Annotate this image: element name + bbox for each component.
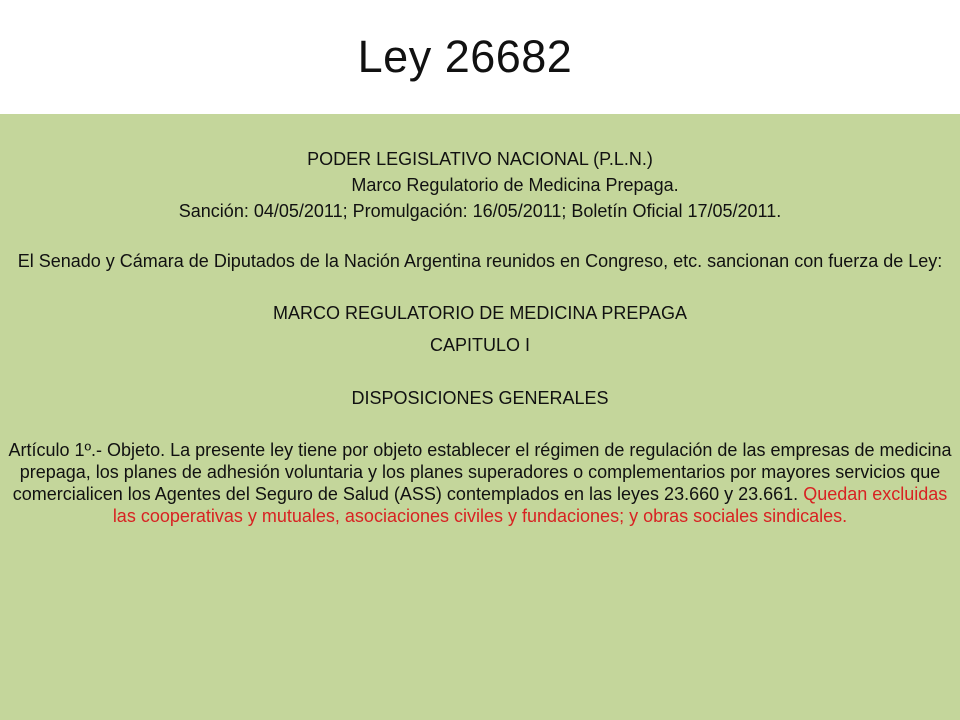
legislative-power-line: PODER LEGISLATIVO NACIONAL (P.L.N.) [307, 149, 653, 169]
slide-title: Ley 26682 [357, 31, 573, 82]
article-1-paragraph [6, 439, 954, 527]
general-provisions-heading: DISPOSICIONES GENERALES [351, 388, 609, 408]
sanction-dates-line: Sanción: 04/05/2011; Promulgación: 16/05/2011; Boletín Oficial 17/05/2011. [178, 201, 782, 221]
article-1-exclusions: Quedan excluidas las cooperativas y mutuales, asociaciones civiles y fundaciones; y obras sociales sindicales. [112, 484, 948, 526]
regulatory-framework-line: Marco Regulatorio de Medicina Prepaga. [351, 175, 679, 195]
enactment-paragraph: El Senado y Cámara de Diputados de la Nación Argentina reunidos en Congreso, etc. sancionan con fuerza de Ley: [17, 251, 943, 271]
slide-body [0, 114, 960, 720]
article-1-text: Artículo 1º.- Objeto. La presente ley tiene por objeto establecer el régimen de regulación de las empresas de medicina prepaga, los planes de adhesión voluntaria y los planes superadores o complementarios por mayores servicios que comercialicen los Agentes del Seguro de Salud (ASS) contemplados en las leyes 23.660 y 23.661. [8, 440, 952, 504]
framework-heading: MARCO REGULATORIO DE MEDICINA PREPAGA [272, 303, 688, 323]
chapter-heading: CAPITULO I [429, 335, 531, 355]
